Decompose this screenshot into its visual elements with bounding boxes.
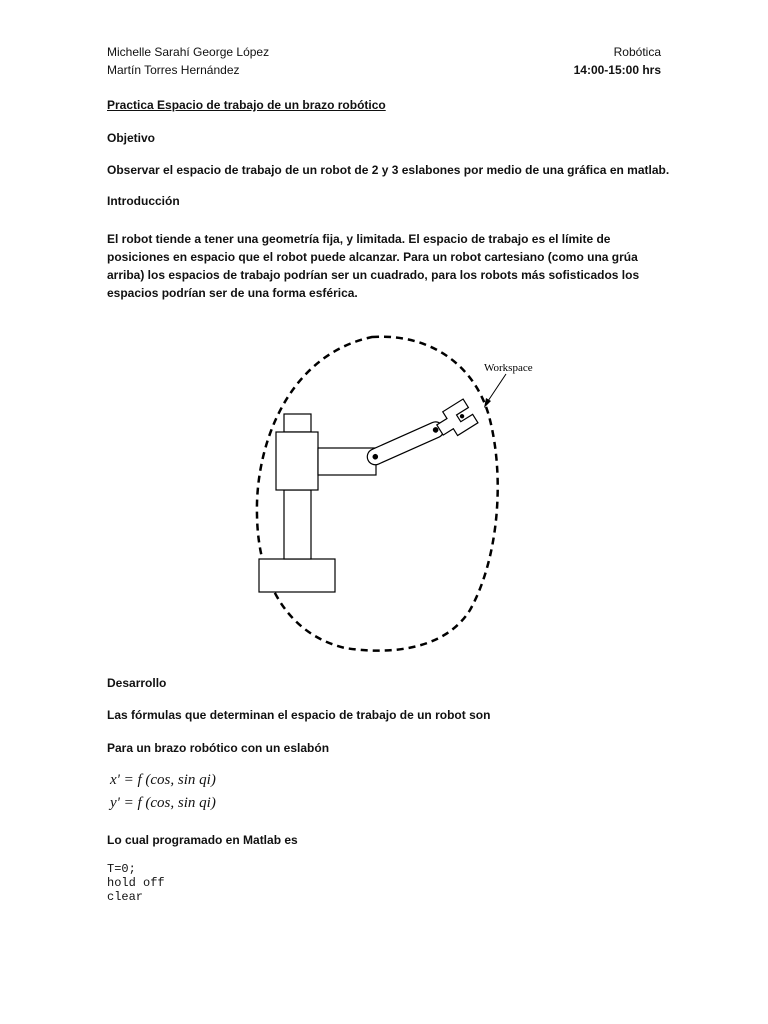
objetivo-text: Observar el espacio de trabajo de un robot de 2 y 3 eslabones por medio de una gráfica en matlab.	[107, 163, 670, 177]
equation-x: x' = f (cos, sin qi)	[110, 772, 216, 788]
code-line: hold off	[107, 876, 165, 890]
robot-workspace-figure	[250, 330, 550, 660]
robot-link	[365, 419, 446, 467]
matlab-text: Lo cual programado en Matlab es	[107, 833, 298, 847]
desarrollo-heading: Desarrollo	[107, 676, 167, 690]
robot-shoulder-block	[276, 432, 318, 490]
intro-line: El robot tiende a tener una geometría fija, y limitada. El espacio de trabajo es el límite de	[107, 232, 611, 246]
workspace-pointer	[486, 374, 506, 404]
intro-line: arriba) los espacios de trabajo podrían ser un cuadrado, para los robots más sofisticados los	[107, 268, 640, 282]
schedule: 14:00-15:00 hrs	[573, 63, 661, 77]
code-line: clear	[107, 890, 144, 904]
intro-paragraph	[107, 230, 667, 302]
formulas-text: Las fórmulas que determinan el espacio de trabajo de un robot son	[107, 708, 491, 722]
robot-horizontal-arm	[318, 448, 376, 475]
workspace-label: Workspace	[484, 362, 533, 374]
objetivo-heading: Objetivo	[107, 131, 156, 145]
code-line: T=0;	[107, 862, 136, 876]
document-title: Practica Espacio de trabajo de un brazo robótico	[107, 98, 386, 112]
course-name: Robótica	[613, 45, 661, 59]
one-link-text: Para un brazo robótico con un eslabón	[107, 741, 330, 755]
matlab-code-block	[107, 862, 165, 904]
author-2: Martín Torres Hernández	[107, 63, 240, 77]
intro-line: posiciones en espacio que el robot puede alcanzar. Para un robot cartesiano (como una grúa	[107, 250, 638, 264]
robot-top-cap	[284, 414, 311, 432]
equation-y: y' = f (cos, sin qi)	[110, 795, 216, 811]
robot-base	[259, 559, 335, 592]
robot-column	[284, 490, 311, 559]
intro-line: espacios podrían ser de una forma esférica.	[107, 286, 358, 300]
author-1: Michelle Sarahí George López	[107, 45, 270, 59]
intro-heading: Introducción	[107, 194, 180, 208]
workspace-arrowhead	[484, 398, 491, 408]
